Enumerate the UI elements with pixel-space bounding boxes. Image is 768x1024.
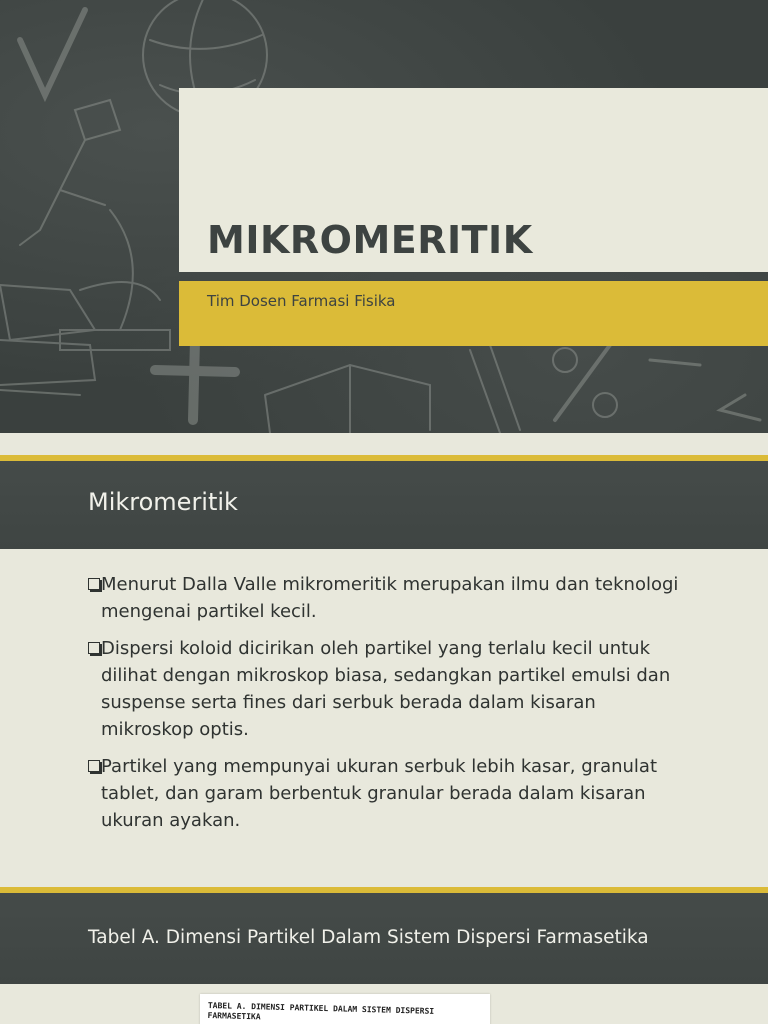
title-slide — [0, 0, 768, 433]
check-mark-doodle — [20, 10, 85, 95]
bullet-text: Menurut Dalla Valle mikromeritik merupakan ilmu dan teknologi mengenai partikel kecil. — [101, 574, 679, 622]
bullet-text: Partikel yang mempunyai ukuran serbuk lebih kasar, granulat tablet, dan garam berbentuk granular berada dalam kisaran ukuran ayakan. — [101, 756, 658, 831]
slide-title: MIKROMERITIK — [207, 218, 533, 262]
list-item — [88, 571, 688, 625]
plus-doodle — [155, 340, 235, 420]
table-caption: TABEL A. DIMENSI PARTIKEL DALAM SISTEM DISPERSI FARMASETIKA — [207, 1001, 435, 1022]
bullet-list — [88, 571, 688, 844]
ruler-doodle — [470, 345, 520, 433]
table-slide — [0, 885, 768, 1024]
list-item — [88, 635, 688, 743]
slide-subtitle: Tim Dosen Farmasi Fisika — [207, 292, 396, 310]
table-heading: Tabel A. Dimensi Partikel Dalam Sistem Dispersi Farmasetika — [88, 927, 649, 948]
checkbox-bullet-icon — [88, 642, 100, 654]
checkbox-bullet-icon — [88, 578, 100, 590]
books-doodle — [0, 285, 95, 395]
checkbox-bullet-icon — [88, 760, 100, 772]
open-book-doodle — [265, 365, 430, 433]
table-image — [200, 994, 490, 1024]
list-item — [88, 753, 688, 834]
bullet-text: Dispersi koloid dicirikan oleh partikel yang terlalu kecil untuk dilihat dengan mikroskop biasa, sedangkan partikel emulsi dan suspense serta fines dari serbuk berada dalam kisaran mikroskop optis. — [101, 638, 671, 740]
microscope-doodle — [20, 100, 170, 350]
content-heading: Mikromeritik — [88, 488, 238, 516]
content-slide — [0, 433, 768, 885]
subtitle-bar — [179, 281, 768, 346]
percent-doodle — [555, 345, 610, 420]
